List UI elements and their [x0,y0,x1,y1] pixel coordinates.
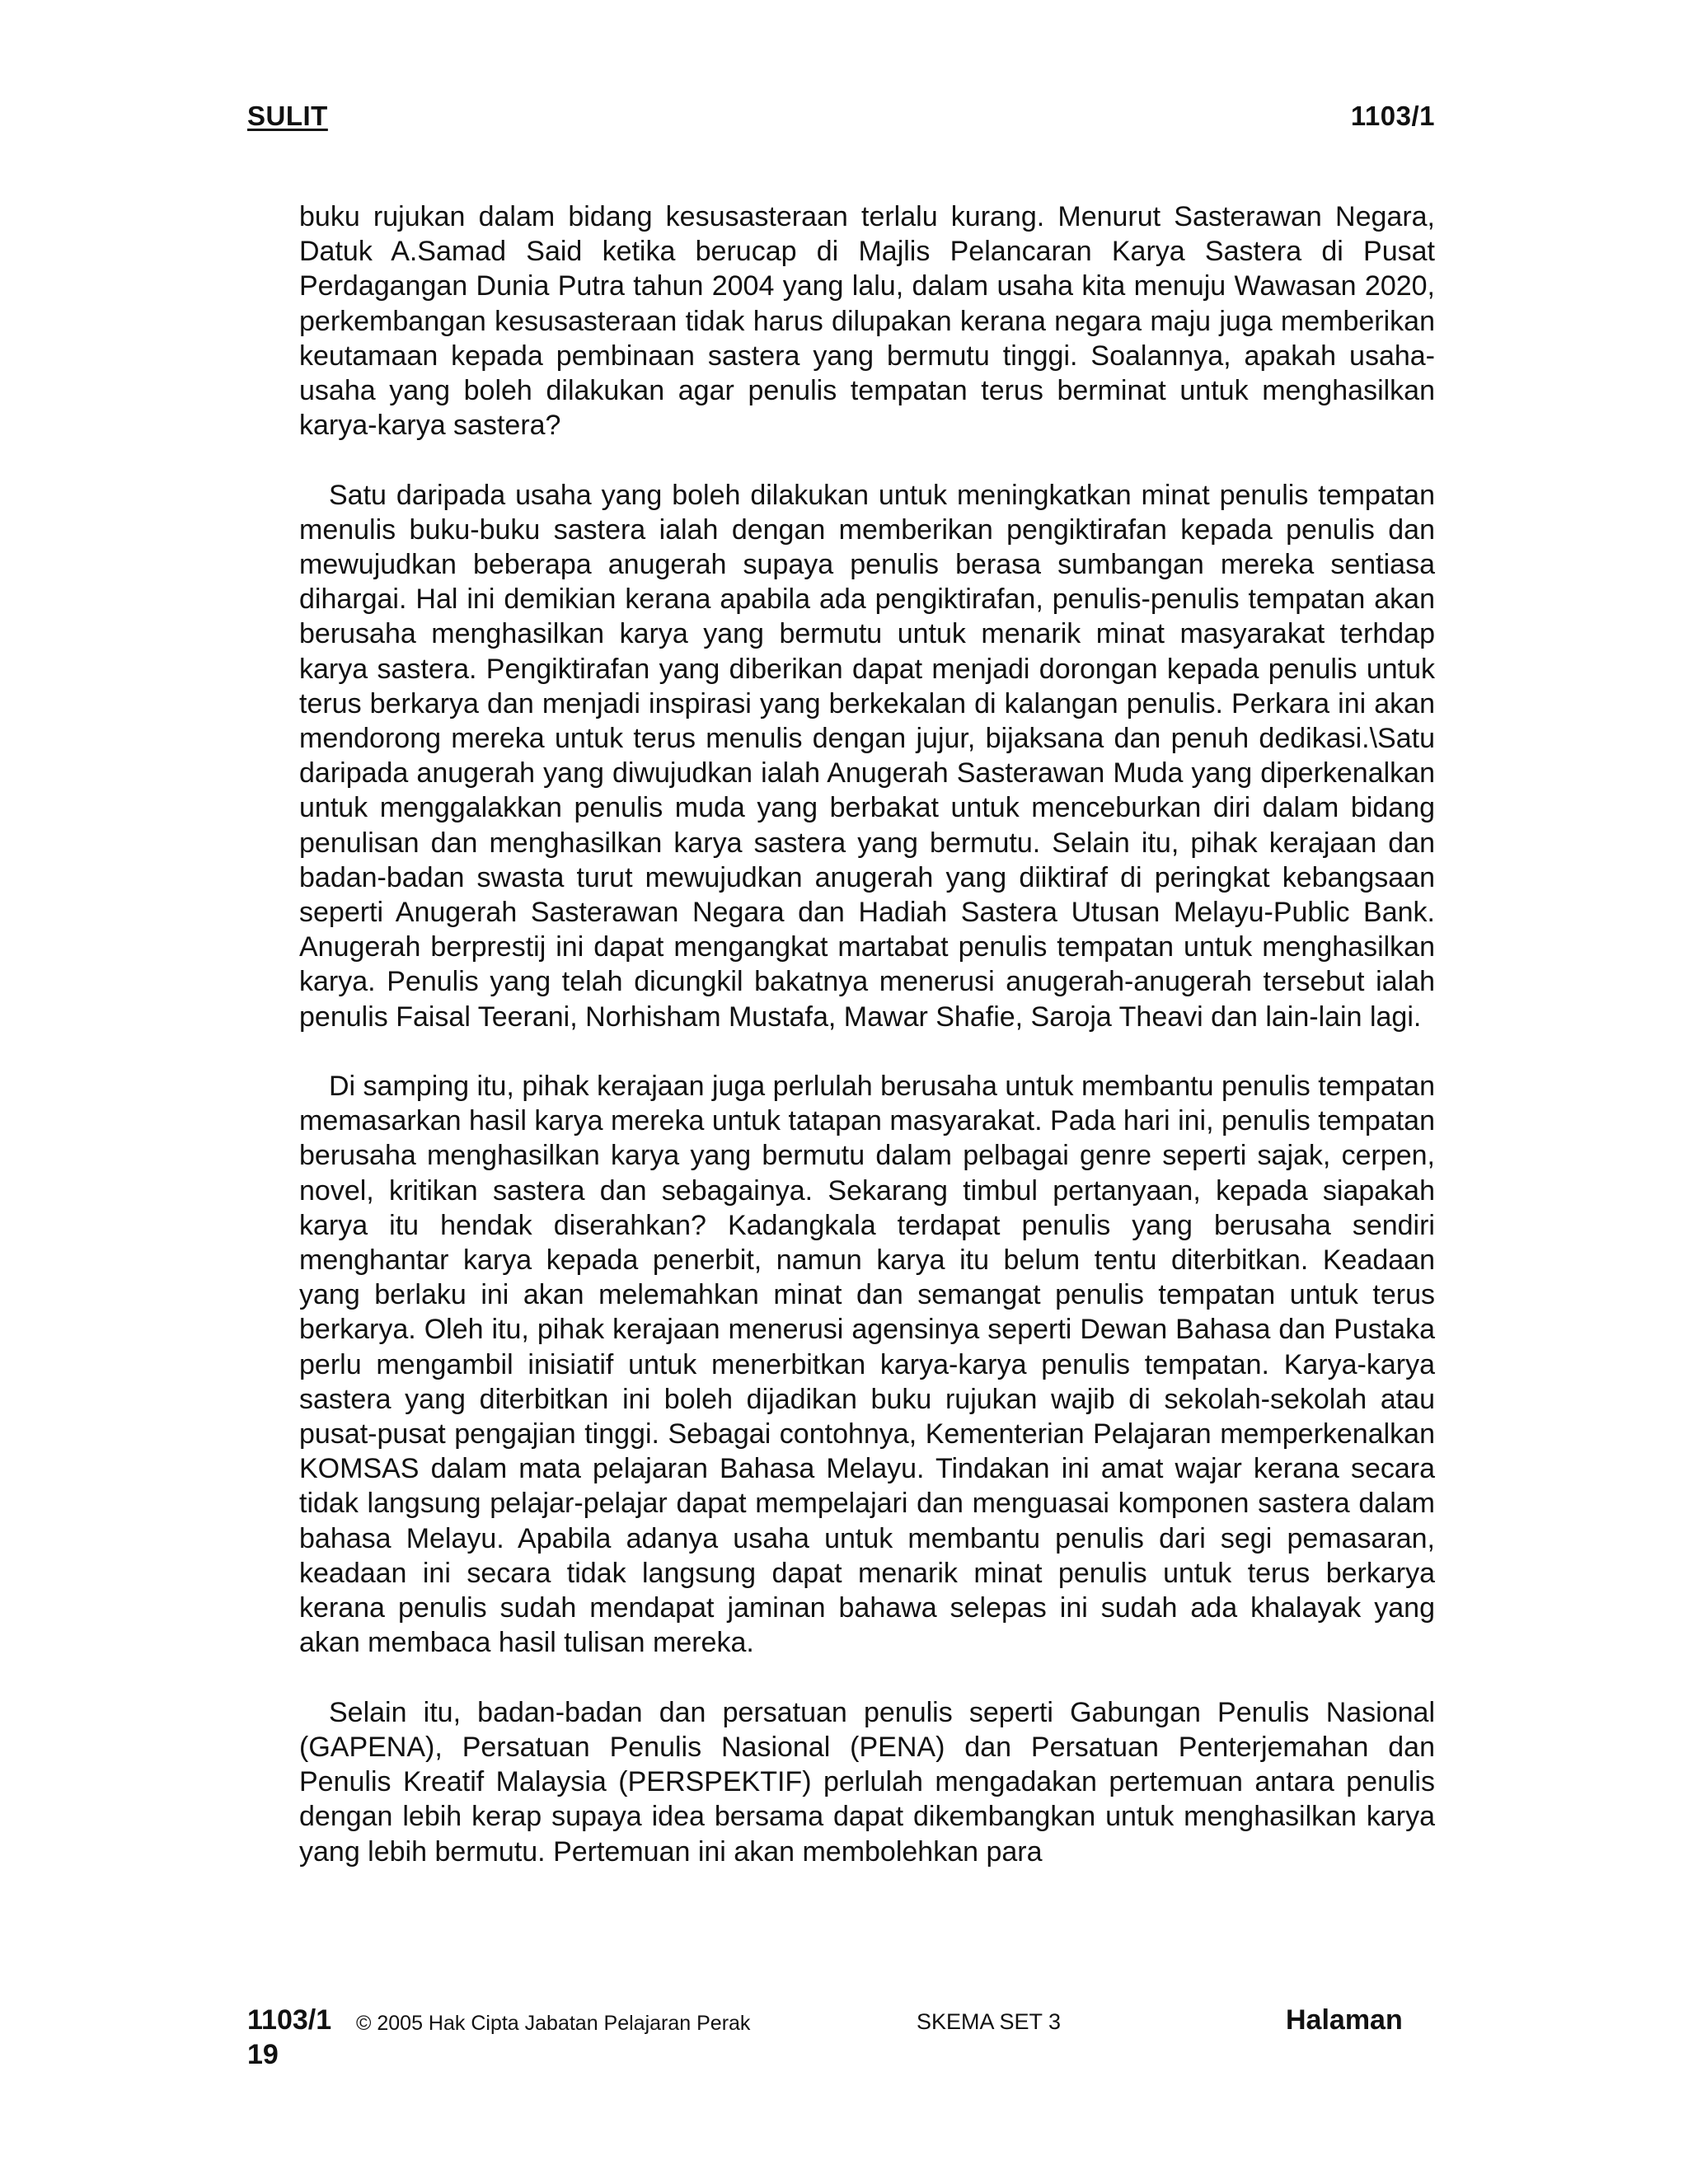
paragraph-4: Selain itu, badan-badan dan persatuan penulis seperti Gabungan Penulis Nasional (GAPENA), Persatuan Penulis Nasional (PENA) dan Persatuan Penterjemahan dan Penulis Kreatif Malaysia (PERSPEKTIF) perlulah mengadakan pertemuan antara penulis dengan lebih kerap supaya idea bersama dapat dikembangkan untuk menghasilkan karya yang lebih bermutu. Pertemuan ini akan membolehkan para [299,1696,1435,1868]
footer-copyright: © 2005 Hak Cipta Jabatan Pelajaran Perak [356,2012,751,2035]
essay-body [299,199,1435,1904]
header-classification: SULIT [247,101,328,131]
page-footer [247,2004,1418,2070]
paragraph-2: Satu daripada usaha yang boleh dilakukan untuk meningkatkan minat penulis tempatan menulis buku-buku sastera ialah dengan memberikan pengiktirafan kepada penulis dan mewujudkan beberapa anugerah supaya penulis berasa sumbangan mereka sentiasa dihargai. Hal ini demikian kerana apabila ada pengiktirafan, penulis-penulis tempatan akan berusaha menghasilkan karya yang bermutu untuk menarik minat masyarakat terhdap karya sastera. Pengiktirafan yang diberikan dapat menjadi dorongan kepada penulis untuk terus berkarya dan menjadi inspirasi yang berkekalan di kalangan penulis. Perkara ini akan mendorong mereka untuk terus menulis dengan jujur, bijaksana dan penuh dedikasi.\Satu daripada anugerah yang diwujudkan ialah Anugerah Sasterawan Muda yang diperkenalkan untuk menggalakkan penulis muda yang berbakat untuk menceburkan diri dalam bidang penulisan dan menghasilkan karya sastera yang bermutu. Selain itu, pihak kerajaan dan badan-badan swasta turut mewujudkan anugerah yang diiktiraf di peringkat kebangsaan seperti Anugerah Sasterawan Negara dan Hadiah Sastera Utusan Melayu-Public Bank. Anugerah berprestij ini dapat mengangkat martabat penulis tempatan untuk menghasilkan karya. Penulis yang telah dicungkil bakatnya menerusi anugerah-anugerah tersebut ialah penulis Faisal Teerani, Norhisham Mustafa, Mawar Shafie, Saroja Theavi dan lain-lain lagi. [299,479,1435,1033]
header-paper-code: 1103/1 [1350,101,1435,131]
footer-page-number: 19 [247,2039,279,2070]
footer-page-label: Halaman [1286,2004,1403,2036]
paragraph-1: buku rujukan dalam bidang kesusasteraan terlalu kurang. Menurut Sasterawan Negara, Datuk A.Samad Said ketika berucap di Majlis Pelancaran Karya Sastera di Pusat Perdagangan Dunia Putra tahun 2004 yang lalu, dalam usaha kita menuju Wawasan 2020, perkembangan kesusasteraan tidak harus dilupakan kerana negara maju juga memberikan keutamaan kepada pembinaan sastera yang bermutu tinggi. Soalannya, apakah usaha-usaha yang boleh dilakukan agar penulis tempatan terus berminat untuk menghasilkan karya-karya sastera? [299,201,1435,442]
paragraph-3: Di samping itu, pihak kerajaan juga perlulah berusaha untuk membantu penulis tempatan memasarkan hasil karya mereka untuk tatapan masyarakat. Pada hari ini, penulis tempatan berusaha menghasilkan karya yang bermutu dalam pelbagai genre seperti sajak, cerpen, novel, kritikan sastera dan sebagainya. Sekarang timbul pertanyaan, kepada siapakah karya itu hendak diserahkan? Kadangkala terdapat penulis yang berusaha sendiri menghantar karya kepada penerbit, namun karya itu belum tentu diterbitkan. Keadaan yang berlaku ini akan melemahkan minat dan semangat penulis tempatan untuk terus berkarya. Oleh itu, pihak kerajaan menerusi agensinya seperti Dewan Bahasa dan Pustaka perlu mengambil inisiatif untuk menerbitkan karya-karya penulis tempatan. Karya-karya sastera yang diterbitkan ini boleh dijadikan buku rujukan wajib di sekolah-sekolah atau pusat-pusat pengajian tinggi. Sebagai contohnya, Kementerian Pelajaran memperkenalkan KOMSAS dalam mata pelajaran Bahasa Melayu. Tindakan ini amat wajar kerana secara tidak langsung pelajar-pelajar dapat mempelajari dan menguasai komponen sastera dalam bahasa Melayu. Apabila adanya usaha untuk membantu penulis dari segi pemasaran, keadaan ini secara tidak langsung dapat menarik minat penulis untuk terus berkarya kerana penulis sudah mendapat jaminan bahawa selepas ini sudah ada khalayak yang akan membaca hasil tulisan mereka. [299,1071,1435,1659]
footer-paper-code: 1103/1 [247,2004,332,2036]
footer-set-label: SKEMA SET 3 [917,2009,1062,2034]
